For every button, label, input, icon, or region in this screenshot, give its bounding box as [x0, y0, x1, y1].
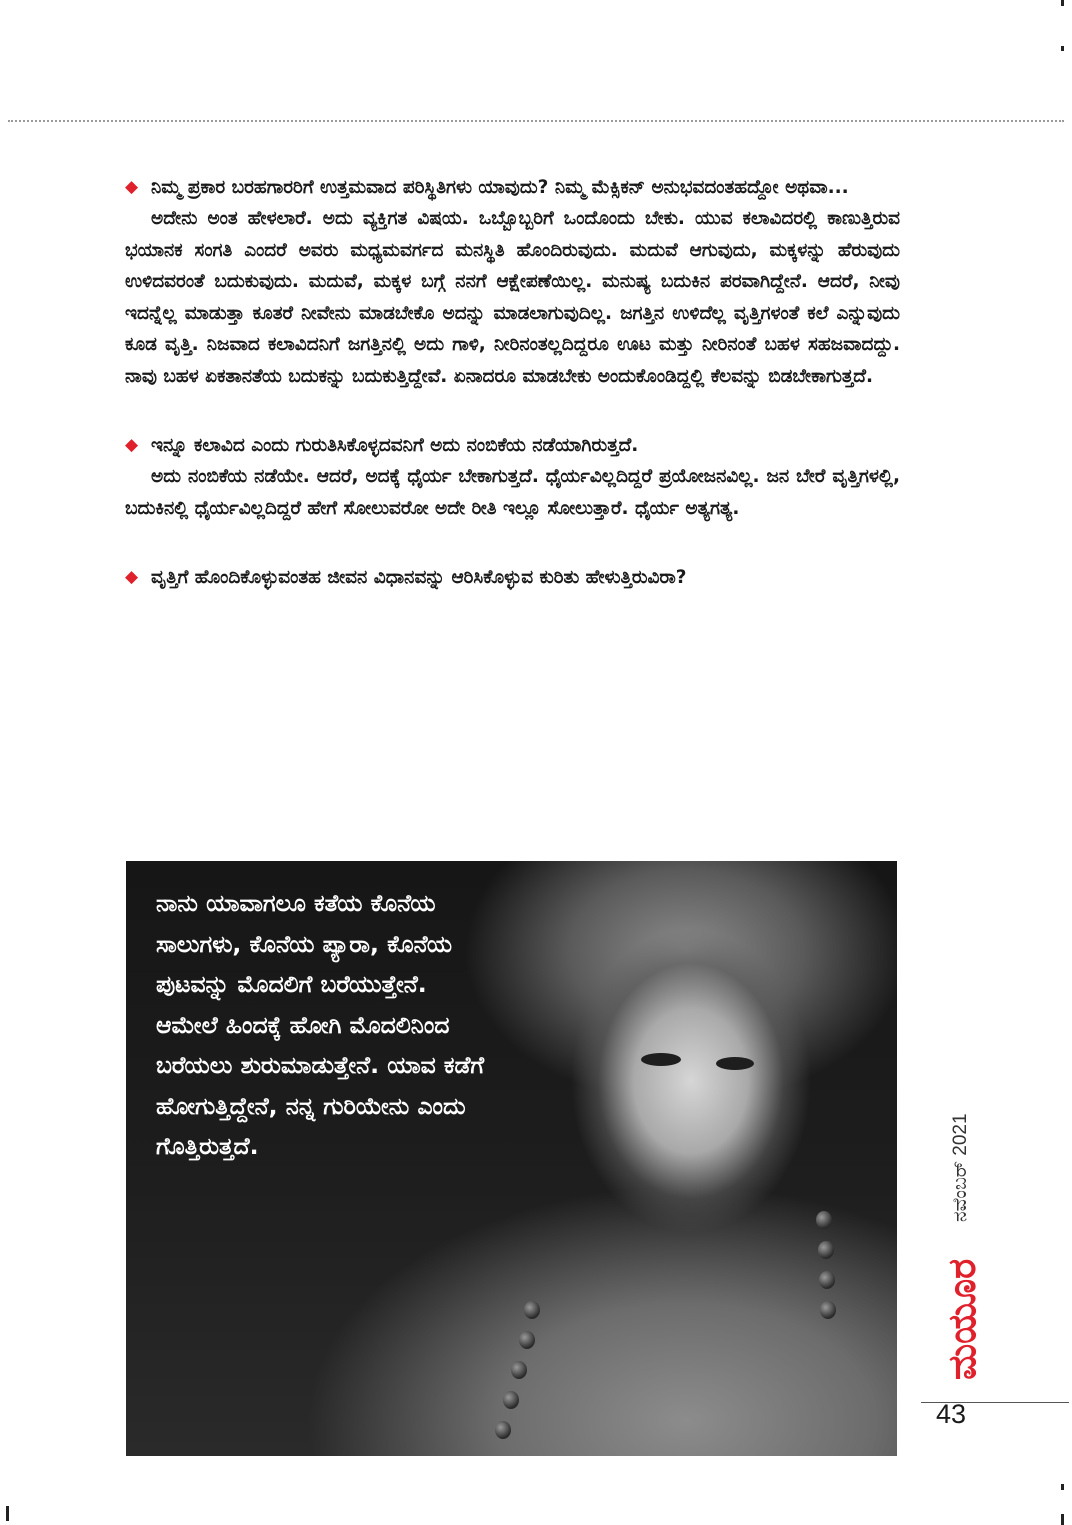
- dress-button: [524, 1301, 540, 1319]
- diamond-bullet-icon: ◆: [125, 567, 139, 587]
- portrait-eye: [641, 1053, 681, 1066]
- issue-date: ನವೆಂಬರ್ 2021: [950, 1113, 971, 1222]
- magazine-logo: ಮಯೂರ: [940, 1258, 983, 1380]
- vertical-label-svg: [933, 1062, 983, 1387]
- crop-mark: [1061, 0, 1064, 6]
- portrait-eye: [716, 1057, 754, 1070]
- crop-mark: [1061, 1484, 1064, 1490]
- dress-button: [503, 1391, 519, 1409]
- question-text: ಇನ್ನೂ ಕಲಾವಿದ ಎಂದು ಗುರುತಿಸಿಕೊಳ್ಳದವನಿಗೆ ಅದು ನಂಬಿಕೆಯ ನಡೆಯಾಗಿರುತ್ತದೆ.: [151, 435, 639, 456]
- dress-button: [519, 1331, 535, 1349]
- qa-block: [125, 430, 900, 524]
- diamond-bullet-icon: ◆: [125, 435, 139, 455]
- question: [125, 430, 900, 461]
- crop-mark: [1061, 1514, 1064, 1525]
- page-number: 43: [936, 1399, 967, 1429]
- portrait-photo: [126, 861, 897, 1456]
- dress-button: [818, 1241, 834, 1259]
- crop-mark: [1061, 46, 1064, 51]
- dress-button: [819, 1271, 835, 1289]
- question: [125, 562, 811, 593]
- question-text: ವೃತ್ತಿಗೆ ಹೊಂದಿಕೊಳ್ಳುವಂತಹ ಜೀವನ ವಿಧಾನವನ್ನು ಆರಿಸಿಕೊಳ್ಳುವ ಕುರಿತು ಹೇಳುತ್ತಿರುವಿರಾ?: [151, 567, 687, 588]
- dress-button: [495, 1421, 511, 1439]
- qa-block: [125, 172, 900, 392]
- diamond-bullet-icon: ◆: [125, 177, 139, 197]
- dotted-separator: [8, 120, 1064, 122]
- question-text: ನಿಮ್ಮ ಪ್ರಕಾರ ಬರಹಗಾರರಿಗೆ ಉತ್ತಮವಾದ ಪರಿಸ್ಥಿತಿಗಳು ಯಾವುದು? ನಿಮ್ಮ ಮೆಕ್ಸಿಕನ್ ಅನುಭವದಂತಹದ್ದೋ ಅಥವಾ...: [151, 177, 849, 198]
- page-margin-label: [933, 1062, 983, 1387]
- qa-block: [125, 562, 900, 593]
- answer-text: ಅದೇನು ಅಂತ ಹೇಳಲಾರೆ. ಅದು ವ್ಯಕ್ತಿಗತ ವಿಷಯ. ಒಬ್ಬೊಬ್ಬರಿಗೆ ಒಂದೊಂದು ಬೇಕು. ಯುವ ಕಲಾವಿದರಲ್ಲಿ ಕಾಣುತ್ತಿರುವ ಭಯಾನಕ ಸಂಗತಿ ಎಂದರೆ ಅವರು ಮಧ್ಯಮವರ್ಗದ ಮನಸ್ಥಿತಿ ಹೊಂದಿರುವುದು. ಮದುವೆ ಆಗುವುದು, ಮಕ್ಕಳನ್ನು ಹೆರುವುದು ಉಳಿದವರಂತೆ ಬದುಕುವುದು. ಮದುವೆ, ಮಕ್ಕಳ ಬಗ್ಗೆ ನನಗೆ ಆಕ್ಷೇಪಣೆಯಿಲ್ಲ. ಮನುಷ್ಯ ಬದುಕಿನ ಪರವಾಗಿದ್ದೇನೆ. ಆದರೆ, ನೀವು ಇದನ್ನೆಲ್ಲ ಮಾಡುತ್ತಾ ಕೂತರೆ ನೀವೇನು ಮಾಡಬೇಕೊ ಅದನ್ನು ಮಾಡಲಾಗುವುದಿಲ್ಲ. ಜಗತ್ತಿನ ಉಳಿದೆಲ್ಲ ವೃತ್ತಿಗಳಂತೆ ಕಲೆ ಎನ್ನುವುದು ಕೂಡ ವೃತ್ತಿ. ನಿಜವಾದ ಕಲಾವಿದನಿಗೆ ಜಗತ್ತಿನಲ್ಲಿ ಅದು ಗಾಳಿ, ನೀರಿನಂತಲ್ಲದಿದ್ದರೂ ಊಟ ಮತ್ತು ನೀರಿನಂತೆ ಬಹಳ ಸಹಜವಾದದ್ದು. ನಾವು ಬಹಳ ಏಕತಾನತೆಯ ಬದುಕನ್ನು ಬದುಕುತ್ತಿದ್ದೇವೆ. ಏನಾದರೂ ಮಾಡಬೇಕು ಅಂದುಕೊಂಡಿದ್ದಲ್ಲಿ ಕೆಲವನ್ನು ಬಿಡಬೇಕಾಗುತ್ತದೆ.: [125, 208, 900, 387]
- dress-button: [511, 1361, 527, 1379]
- article-body: [125, 172, 900, 631]
- answer-text: ಅದು ನಂಬಿಕೆಯ ನಡೆಯೇ. ಆದರೆ, ಅದಕ್ಕೆ ಧೈರ್ಯ ಬೇಕಾಗುತ್ತದೆ. ಧೈರ್ಯವಿಲ್ಲದಿದ್ದರೆ ಪ್ರಯೋಜನವಿಲ್ಲ. ಜನ ಬೇರೆ ವೃತ್ತಿಗಳಲ್ಲಿ, ಬದುಕಿನಲ್ಲಿ ಧೈರ್ಯವಿಲ್ಲದಿದ್ದರೆ ಹೇಗೆ ಸೋಲುವರೋ ಅದೇ ರೀತಿ ಇಲ್ಲೂ ಸೋಲುತ್ತಾರೆ. ಧೈರ್ಯ ಅತ್ಯಗತ್ಯ.: [125, 466, 900, 519]
- dress-button: [820, 1301, 836, 1319]
- question: [125, 172, 900, 203]
- pull-quote: ನಾನು ಯಾವಾಗಲೂ ಕತೆಯ ಕೊನೆಯ ಸಾಲುಗಳು, ಕೊನೆಯ ಪ್ಯಾರಾ, ಕೊನೆಯ ಪುಟವನ್ನು ಮೊದಲಿಗೆ ಬರೆಯುತ್ತೇನೆ. ಆಮೇಲೆ ಹಿಂದಕ್ಕೆ ಹೋಗಿ ಮೊದಲಿನಿಂದ ಬರೆಯಲು ಶುರುಮಾಡುತ್ತೇನೆ. ಯಾವ ಕಡೆಗೆ ಹೋಗುತ್ತಿದ್ದೇನೆ, ನನ್ನ ಗುರಿಯೇನು ಎಂದು ಗೊತ್ತಿರುತ್ತದೆ.: [156, 889, 485, 1160]
- crop-mark: [6, 1506, 9, 1521]
- dress-button: [816, 1211, 832, 1229]
